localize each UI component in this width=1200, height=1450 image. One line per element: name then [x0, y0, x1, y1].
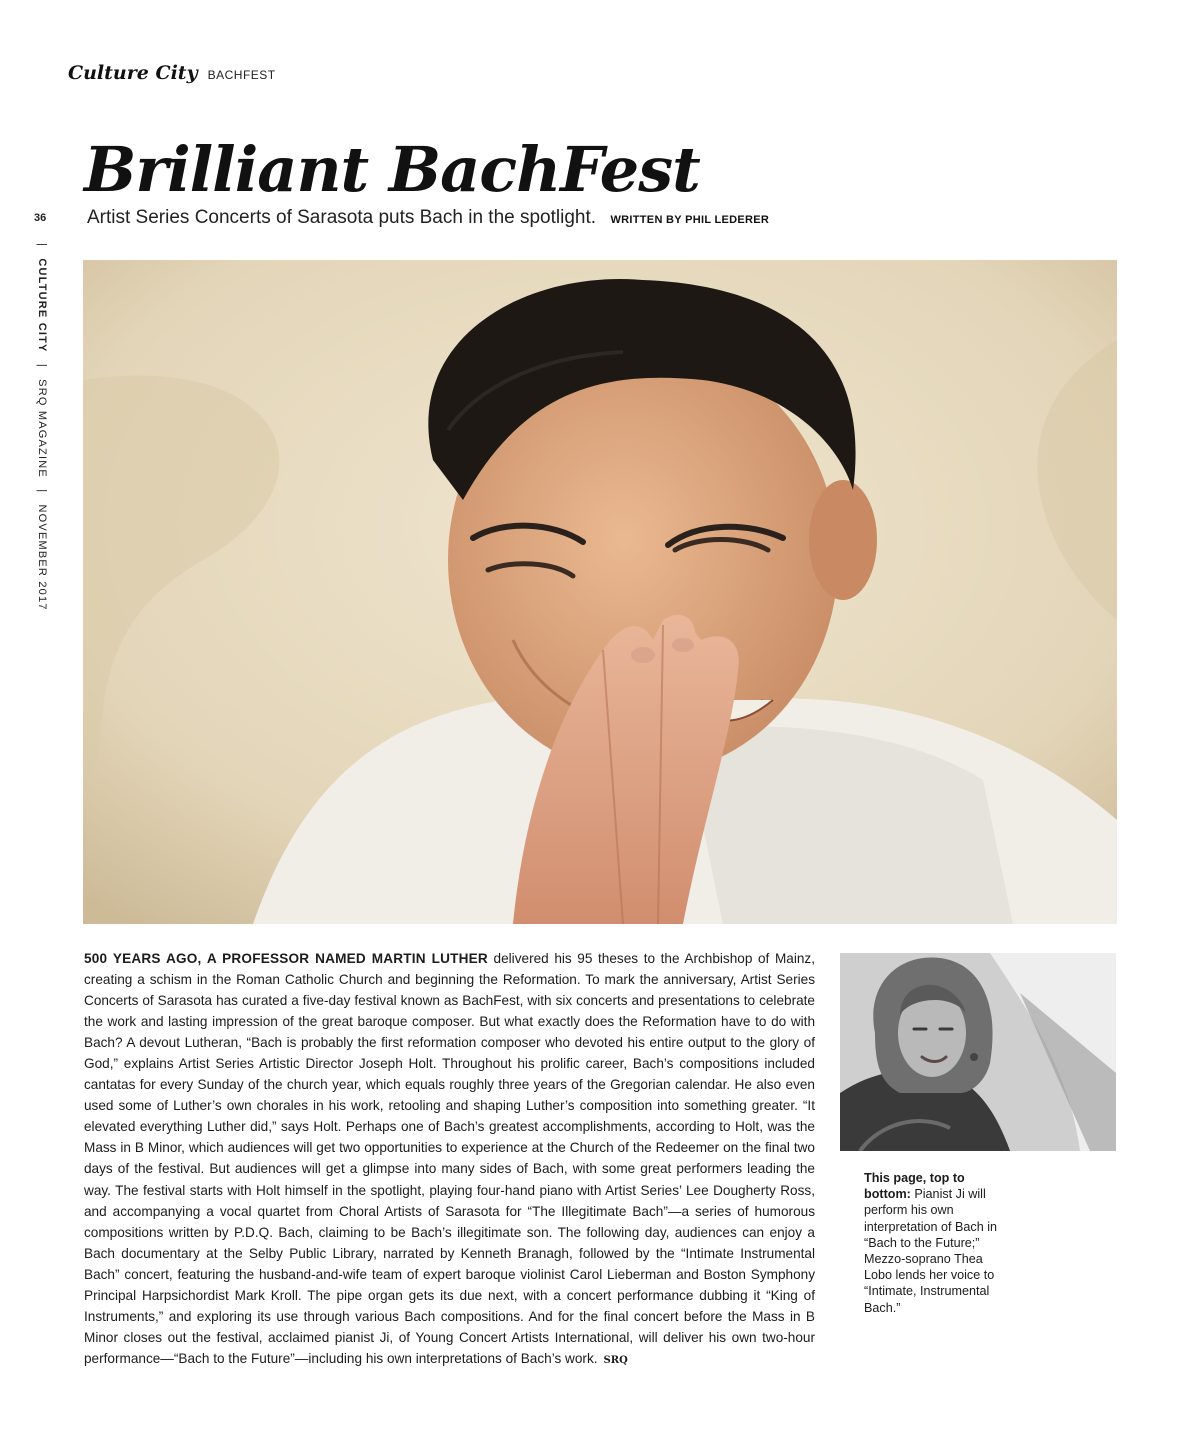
- article-headline: Brilliant BachFest: [84, 133, 700, 206]
- article-deck-line: [87, 207, 769, 229]
- section-header: [68, 62, 276, 84]
- section-name: Culture City: [68, 62, 198, 84]
- article-lead-in: 500 YEARS AGO, A PROFESSOR NAMED MARTIN LUTHER: [84, 951, 488, 966]
- subsection-name: BACHFEST: [207, 68, 276, 82]
- hero-photo: [83, 260, 1117, 924]
- running-head: [36, 236, 48, 611]
- running-head-section: CULTURE CITY: [36, 258, 48, 353]
- caption-lead: This page, top to bottom:: [864, 1171, 965, 1202]
- article-body: [84, 948, 815, 1371]
- end-mark: SRQ: [603, 1354, 628, 1366]
- divider: |: [36, 363, 48, 368]
- article-deck: Artist Series Concerts of Sarasota puts Bach in the spotlight.: [87, 207, 597, 228]
- running-head-publication: SRQ MAGAZINE: [36, 379, 48, 478]
- inset-photo: [840, 953, 1116, 1151]
- caption-text: Pianist Ji will perform his own interpretation of Bach in “Bach to the Future;” Mezzo-soprano Thea Lobo lends her voice to “Intimate, Instrumental Bach.”: [864, 1187, 998, 1315]
- article-body-text: delivered his 95 theses to the Archbishop of Mainz, creating a schism in the Roman Catholic Church and beginning the Reformation. To mark the anniversary, Artist Series Concerts of Sarasota has curated a five-day festival known as BachFest, with six concerts and presentations to celebrate the work and lasting impression of the great baroque composer. But what exactly does the Reformation have to do with Bach? A devout Lutheran, “Bach is probably the first reformation composer who devoted his entire output to the glory of God,” explains Artist Series Artistic Director Joseph Holt. Throughout his prolific career, Bach’s compositions included cantatas for every Sunday of the church year, which equals roughly three years of the Gregorian calendar. He also even used some of Luther’s own chorales in his work, retooling and shaping Luther’s composition into something greater. “It elevated everything Luther did,” says Holt. Perhaps one of Bach’s greatest accomplishments, according to Holt, was the Mass in B Minor, which audiences will get two opportunities to experience at the Church of the Redeemer on the final two days of the festival. But audiences will get a glimpse into many sides of Bach, with some great performers leading the way. The festival starts with Holt himself in the spotlight, playing four-hand piano with Artist Series’ Lee Dougherty Ross, and accompanying a vocal quartet from Choral Artists of Sarasota for “The Illegitimate Bach”—a series of humorous compositions written by P.D.Q. Bach, claiming to be Bach’s illegitimate son. The following day, audiences can enjoy a Bach documentary at the Selby Public Library, narrated by Kenneth Branagh, followed by the “Intimate Instrumental Bach” concert, featuring the husband-and-wife team of expert baroque violinist Carol Lieberman and Boston Symphony Principal Harpsichordist Mark Kroll. The pipe organ gets its due next, with a concert performance dubbing it “King of Instruments,” and exploring its use through various Bach compositions. And for the final concert before the Mass in B Minor closes out the festival, acclaimed pianist Ji, of Young Concert Artists International, will deliver his own two-hour performance—“Bach to the Future”—including his own interpretations of Bach’s work.: [84, 951, 815, 1366]
- running-head-issue: NOVEMBER 2017: [36, 504, 48, 611]
- divider: |: [36, 243, 48, 248]
- photo-caption: [864, 1170, 1014, 1316]
- divider: |: [36, 489, 48, 494]
- page-number: 36: [34, 212, 47, 224]
- article-byline: WRITTEN BY PHIL LEDERER: [610, 214, 770, 226]
